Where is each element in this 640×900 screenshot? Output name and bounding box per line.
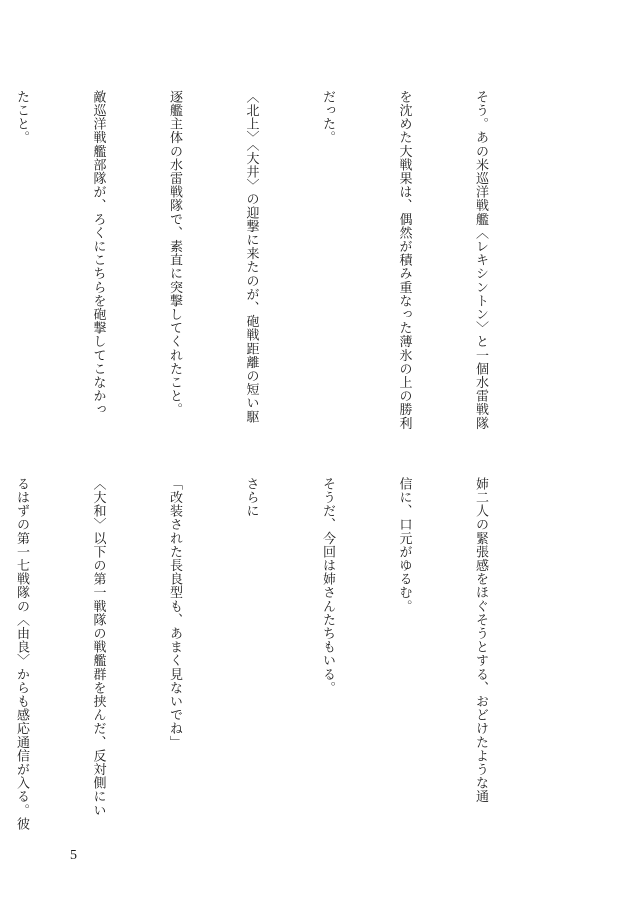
text-line: そうだ、今回は姉さんたちもいる。 [320,477,335,695]
text-line: そう。あの米巡洋戦艦〈レキシントン〉と一個水雷戦隊 [473,90,488,430]
text-line: 〈大和〉以下の第一戦隊の戦艦群を挟んだ、反対側にい [90,477,106,817]
upper-text-block [0,90,544,450]
text-line: たこと。 [14,90,29,145]
text-line: 信に、口元がゆるむ。 [396,477,412,613]
text-line: 「改装された長良型も、あまく見ないでね」 [167,477,182,749]
text-line: だった。 [320,90,335,145]
text-line: 〈北上〉〈大井〉の迎撃に来たのが、砲戦距離の短い駆 [243,90,259,424]
text-line: を沈めた大戦果は、偶然が積み重なった薄氷の上の勝利 [396,90,412,430]
lower-text-block [0,477,544,837]
text-line: さらに [243,477,259,518]
page-number: 5 [70,848,77,863]
text-line: 逐艦主体の水雷戦隊で、素直に突撃してくれたこと。 [167,90,182,417]
text-line: 姉二人の緊張感をほぐそうとする、おどけたような通 [473,477,488,804]
text-line: 敵巡洋戦艦部隊が、ろくにこちらを砲撃してこなかっ [90,90,106,417]
text-line: るはずの第一七戦隊の〈由良〉からも感応通信が入る。彼 [14,477,29,831]
